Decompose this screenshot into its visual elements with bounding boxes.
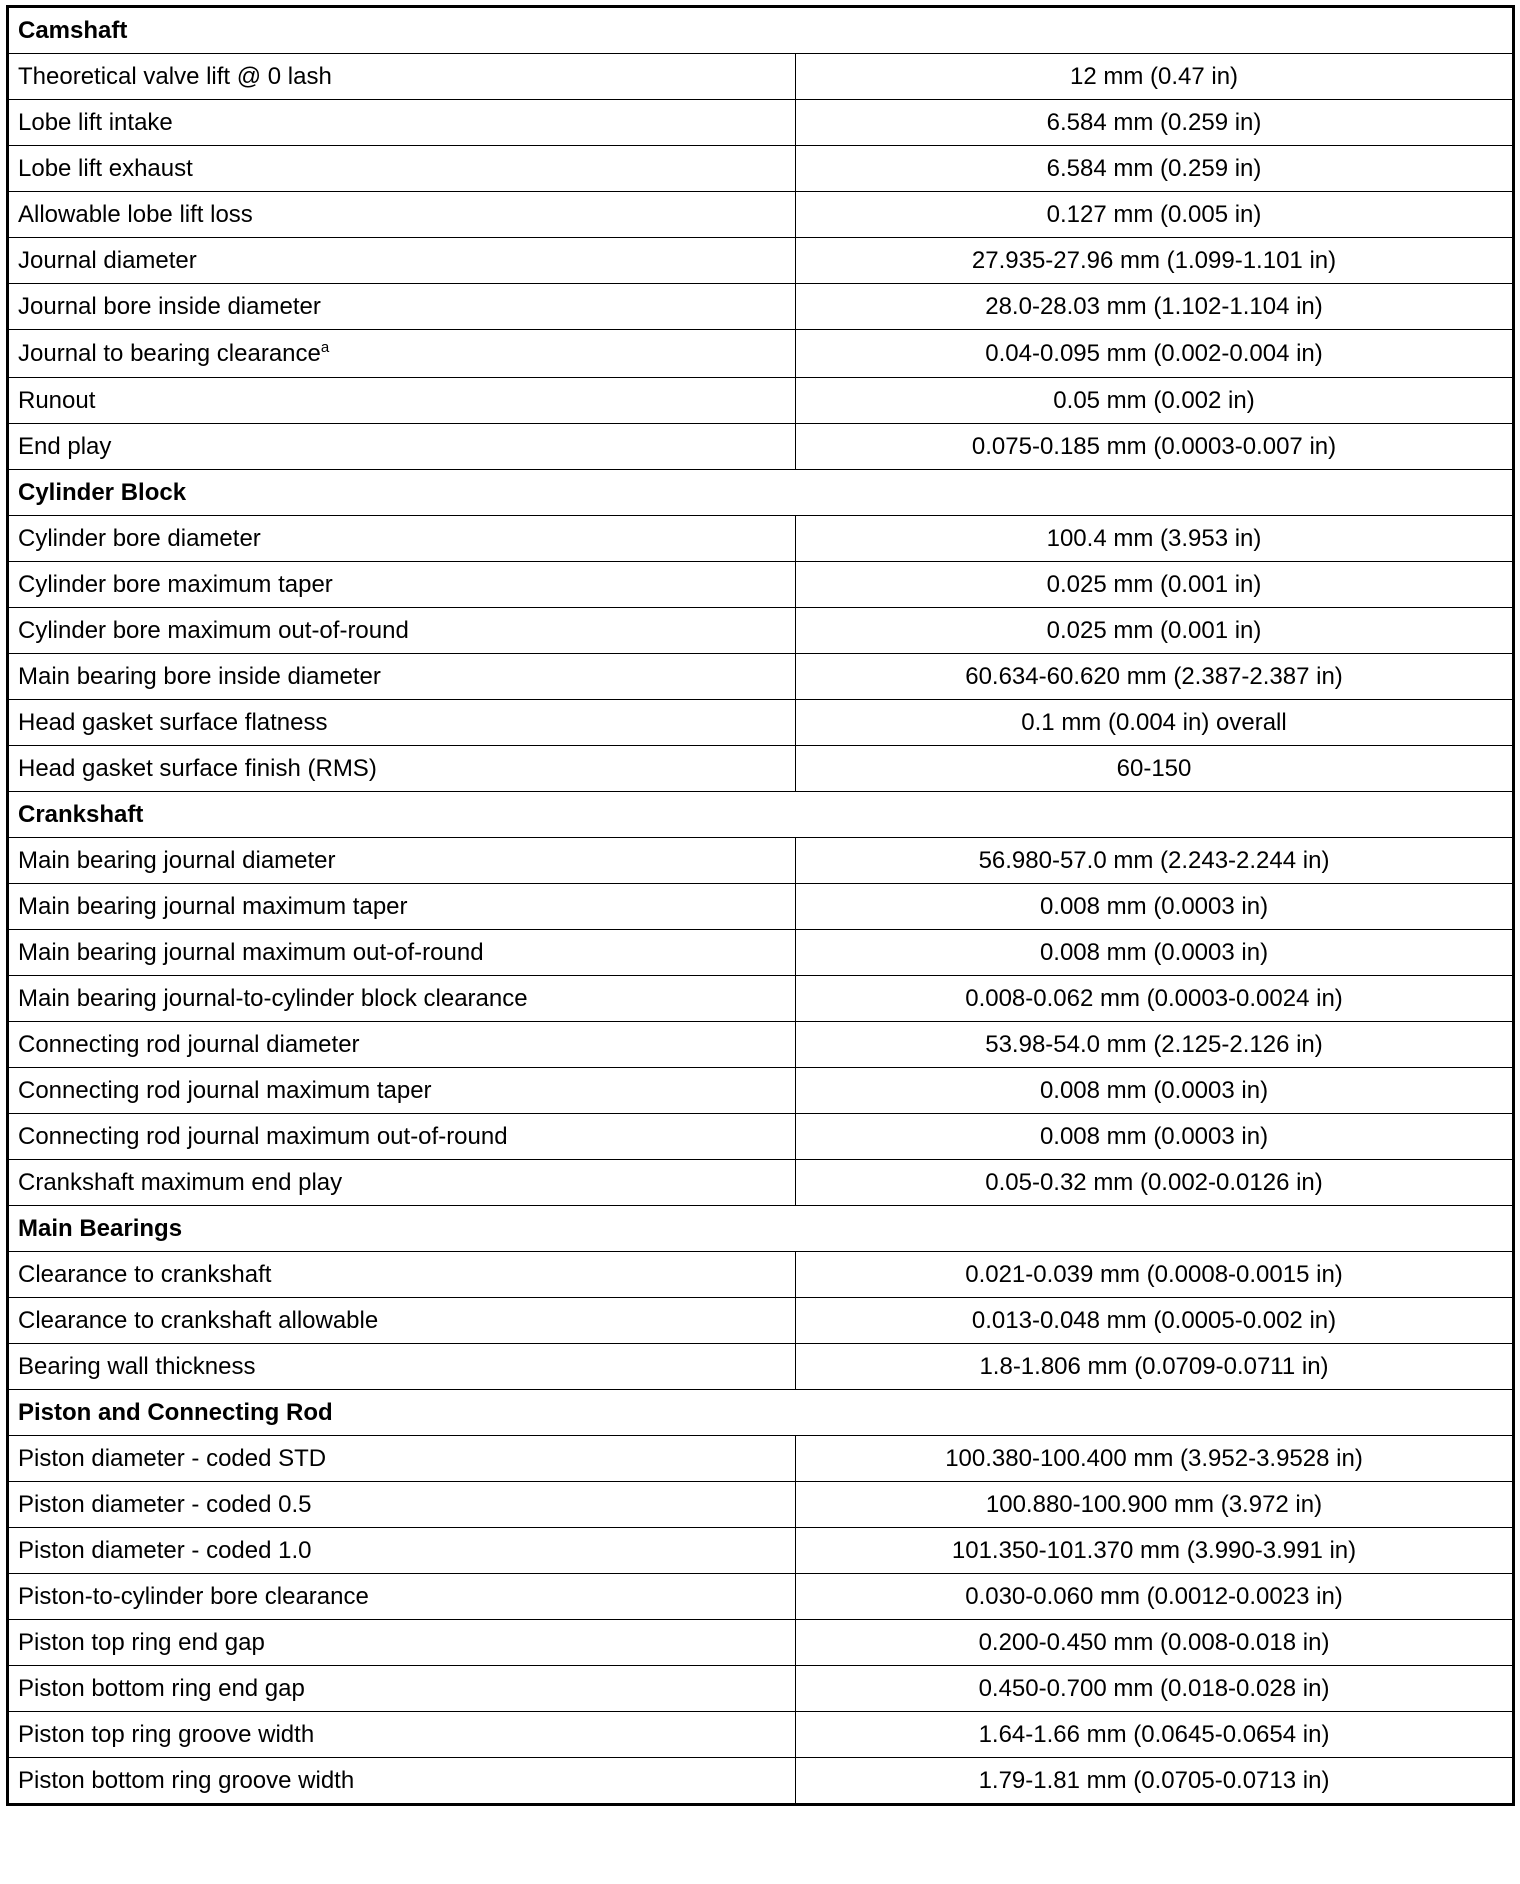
spec-value: 6.584 mm (0.259 in) <box>796 100 1514 146</box>
spec-name-cell <box>8 562 796 608</box>
spec-value: 1.79-1.81 mm (0.0705-0.0713 in) <box>796 1758 1514 1805</box>
spec-value: 0.008 mm (0.0003 in) <box>796 930 1514 976</box>
spec-row <box>8 330 1514 378</box>
spec-value: 0.075-0.185 mm (0.0003-0.007 in) <box>796 424 1514 470</box>
spec-value: 28.0-28.03 mm (1.102-1.104 in) <box>796 284 1514 330</box>
spec-value: 60.634-60.620 mm (2.387-2.387 in) <box>796 654 1514 700</box>
spec-name-cell <box>8 1160 796 1206</box>
spec-value: 1.8-1.806 mm (0.0709-0.0711 in) <box>796 1344 1514 1390</box>
spec-row <box>8 746 1514 792</box>
section-title: Crankshaft <box>8 792 1514 838</box>
spec-name-cell <box>8 1068 796 1114</box>
spec-name-cell <box>8 1666 796 1712</box>
spec-name-cell <box>8 1758 796 1805</box>
spec-name-cell <box>8 1528 796 1574</box>
spec-row <box>8 1344 1514 1390</box>
spec-value: 0.04-0.095 mm (0.002-0.004 in) <box>796 330 1514 378</box>
spec-name: Theoretical valve lift @ 0 lash <box>18 62 332 90</box>
spec-value: 60-150 <box>796 746 1514 792</box>
spec-row <box>8 976 1514 1022</box>
spec-name-cell <box>8 378 796 424</box>
spec-name-cell <box>8 700 796 746</box>
spec-name: Main bearing journal-to-cylinder block clearance <box>18 984 528 1012</box>
spec-name-cell <box>8 930 796 976</box>
spec-name-cell <box>8 1298 796 1344</box>
spec-row <box>8 884 1514 930</box>
spec-name: Cylinder bore diameter <box>18 524 261 552</box>
spec-row <box>8 100 1514 146</box>
spec-name: Piston-to-cylinder bore clearance <box>18 1582 369 1610</box>
section-title: Camshaft <box>8 7 1514 54</box>
spec-name: Connecting rod journal maximum taper <box>18 1076 432 1104</box>
spec-name-cell <box>8 54 796 100</box>
spec-value: 100.4 mm (3.953 in) <box>796 516 1514 562</box>
spec-value: 0.008 mm (0.0003 in) <box>796 1068 1514 1114</box>
spec-name-cell <box>8 424 796 470</box>
spec-name: Main bearing bore inside diameter <box>18 662 381 690</box>
spec-name-cell <box>8 1482 796 1528</box>
spec-row <box>8 1160 1514 1206</box>
spec-name-cell <box>8 1712 796 1758</box>
spec-value: 100.880-100.900 mm (3.972 in) <box>796 1482 1514 1528</box>
spec-row <box>8 1114 1514 1160</box>
spec-name-cell <box>8 884 796 930</box>
spec-name: Piston bottom ring end gap <box>18 1674 305 1702</box>
spec-name: Journal diameter <box>18 246 197 274</box>
spec-row <box>8 378 1514 424</box>
spec-name-cell <box>8 284 796 330</box>
spec-name-cell <box>8 1344 796 1390</box>
specification-table <box>6 5 1515 1806</box>
spec-row <box>8 1252 1514 1298</box>
spec-name-cell <box>8 1114 796 1160</box>
spec-name: Piston diameter - coded STD <box>18 1444 327 1472</box>
spec-name-cell <box>8 1436 796 1482</box>
spec-name-cell <box>8 746 796 792</box>
spec-row <box>8 146 1514 192</box>
section-header-row <box>8 470 1514 516</box>
spec-name: Main bearing journal diameter <box>18 846 336 874</box>
spec-name: Cylinder bore maximum out-of-round <box>18 616 409 644</box>
spec-row <box>8 1436 1514 1482</box>
spec-value: 0.021-0.039 mm (0.0008-0.0015 in) <box>796 1252 1514 1298</box>
spec-row <box>8 424 1514 470</box>
spec-name-cell <box>8 1620 796 1666</box>
spec-name-cell <box>8 192 796 238</box>
spec-row <box>8 1666 1514 1712</box>
footnote-marker: a <box>320 338 330 356</box>
spec-row <box>8 562 1514 608</box>
spec-row <box>8 516 1514 562</box>
spec-name: Journal to bearing clearance <box>18 339 321 367</box>
section-title: Piston and Connecting Rod <box>8 1390 1514 1436</box>
spec-name-cell <box>8 654 796 700</box>
spec-name-cell <box>8 100 796 146</box>
spec-name: Main bearing journal maximum taper <box>18 892 408 920</box>
spec-value: 0.030-0.060 mm (0.0012-0.0023 in) <box>796 1574 1514 1620</box>
spec-row <box>8 654 1514 700</box>
spec-name: Main bearing journal maximum out-of-round <box>18 938 484 966</box>
spec-name-cell <box>8 1252 796 1298</box>
spec-name: Piston diameter - coded 1.0 <box>18 1536 312 1564</box>
spec-row <box>8 284 1514 330</box>
spec-row <box>8 1712 1514 1758</box>
spec-name: Connecting rod journal diameter <box>18 1030 360 1058</box>
spec-name: Crankshaft maximum end play <box>18 1168 343 1196</box>
spec-value: 56.980-57.0 mm (2.243-2.244 in) <box>796 838 1514 884</box>
spec-value: 0.200-0.450 mm (0.008-0.018 in) <box>796 1620 1514 1666</box>
section-title: Cylinder Block <box>8 470 1514 516</box>
spec-name: Lobe lift exhaust <box>18 154 193 182</box>
spec-row <box>8 1298 1514 1344</box>
spec-name: Connecting rod journal maximum out-of-round <box>18 1122 508 1150</box>
section-title: Main Bearings <box>8 1206 1514 1252</box>
spec-name-cell <box>8 238 796 284</box>
spec-value: 101.350-101.370 mm (3.990-3.991 in) <box>796 1528 1514 1574</box>
spec-value: 0.1 mm (0.004 in) overall <box>796 700 1514 746</box>
specification-table-body <box>8 7 1514 1805</box>
spec-name: Clearance to crankshaft <box>18 1260 272 1288</box>
spec-name: Journal bore inside diameter <box>18 292 321 320</box>
spec-value: 6.584 mm (0.259 in) <box>796 146 1514 192</box>
spec-row <box>8 54 1514 100</box>
spec-name-cell <box>8 1022 796 1068</box>
spec-name: Head gasket surface flatness <box>18 708 328 736</box>
spec-row <box>8 192 1514 238</box>
spec-value: 0.05 mm (0.002 in) <box>796 378 1514 424</box>
spec-value: 0.013-0.048 mm (0.0005-0.002 in) <box>796 1298 1514 1344</box>
spec-row <box>8 1574 1514 1620</box>
spec-row <box>8 1528 1514 1574</box>
spec-row <box>8 838 1514 884</box>
section-header-row <box>8 792 1514 838</box>
section-header-row <box>8 7 1514 54</box>
spec-row <box>8 1482 1514 1528</box>
spec-name: Clearance to crankshaft allowable <box>18 1306 379 1334</box>
spec-row <box>8 1022 1514 1068</box>
section-header-row <box>8 1206 1514 1252</box>
spec-name: Piston bottom ring groove width <box>18 1766 355 1794</box>
spec-row <box>8 1620 1514 1666</box>
spec-name-cell <box>8 838 796 884</box>
spec-value: 0.05-0.32 mm (0.002-0.0126 in) <box>796 1160 1514 1206</box>
section-header-row <box>8 1390 1514 1436</box>
spec-value: 0.008-0.062 mm (0.0003-0.0024 in) <box>796 976 1514 1022</box>
spec-name-cell <box>8 608 796 654</box>
spec-name: Piston diameter - coded 0.5 <box>18 1490 312 1518</box>
spec-name: Bearing wall thickness <box>18 1352 256 1380</box>
spec-name-cell <box>8 330 796 378</box>
spec-name-cell <box>8 976 796 1022</box>
spec-name: Cylinder bore maximum taper <box>18 570 333 598</box>
spec-name-cell <box>8 1574 796 1620</box>
spec-name-cell <box>8 516 796 562</box>
spec-value: 1.64-1.66 mm (0.0645-0.0654 in) <box>796 1712 1514 1758</box>
spec-name: Runout <box>18 386 96 414</box>
spec-name: Allowable lobe lift loss <box>18 200 253 228</box>
spec-row <box>8 608 1514 654</box>
spec-row <box>8 238 1514 284</box>
spec-value: 0.127 mm (0.005 in) <box>796 192 1514 238</box>
spec-value: 0.450-0.700 mm (0.018-0.028 in) <box>796 1666 1514 1712</box>
spec-value: 0.008 mm (0.0003 in) <box>796 1114 1514 1160</box>
spec-name: End play <box>18 432 112 460</box>
spec-row <box>8 930 1514 976</box>
spec-value: 0.008 mm (0.0003 in) <box>796 884 1514 930</box>
spec-value: 27.935-27.96 mm (1.099-1.101 in) <box>796 238 1514 284</box>
spec-value: 0.025 mm (0.001 in) <box>796 608 1514 654</box>
spec-name: Lobe lift intake <box>18 108 173 136</box>
spec-value: 53.98-54.0 mm (2.125-2.126 in) <box>796 1022 1514 1068</box>
spec-name-cell <box>8 146 796 192</box>
spec-name: Piston top ring groove width <box>18 1720 315 1748</box>
spec-name: Head gasket surface finish (RMS) <box>18 754 377 782</box>
spec-row <box>8 1068 1514 1114</box>
spec-name: Piston top ring end gap <box>18 1628 265 1656</box>
spec-row <box>8 700 1514 746</box>
spec-value: 0.025 mm (0.001 in) <box>796 562 1514 608</box>
spec-value: 100.380-100.400 mm (3.952-3.9528 in) <box>796 1436 1514 1482</box>
spec-row <box>8 1758 1514 1805</box>
spec-value: 12 mm (0.47 in) <box>796 54 1514 100</box>
